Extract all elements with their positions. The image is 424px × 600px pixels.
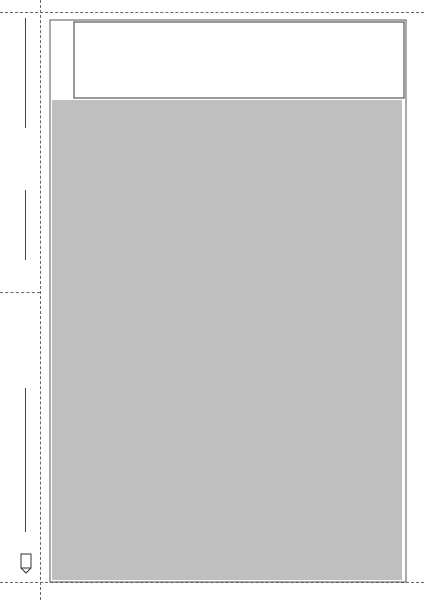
control-field [74, 22, 404, 98]
mandala-background [52, 100, 402, 580]
